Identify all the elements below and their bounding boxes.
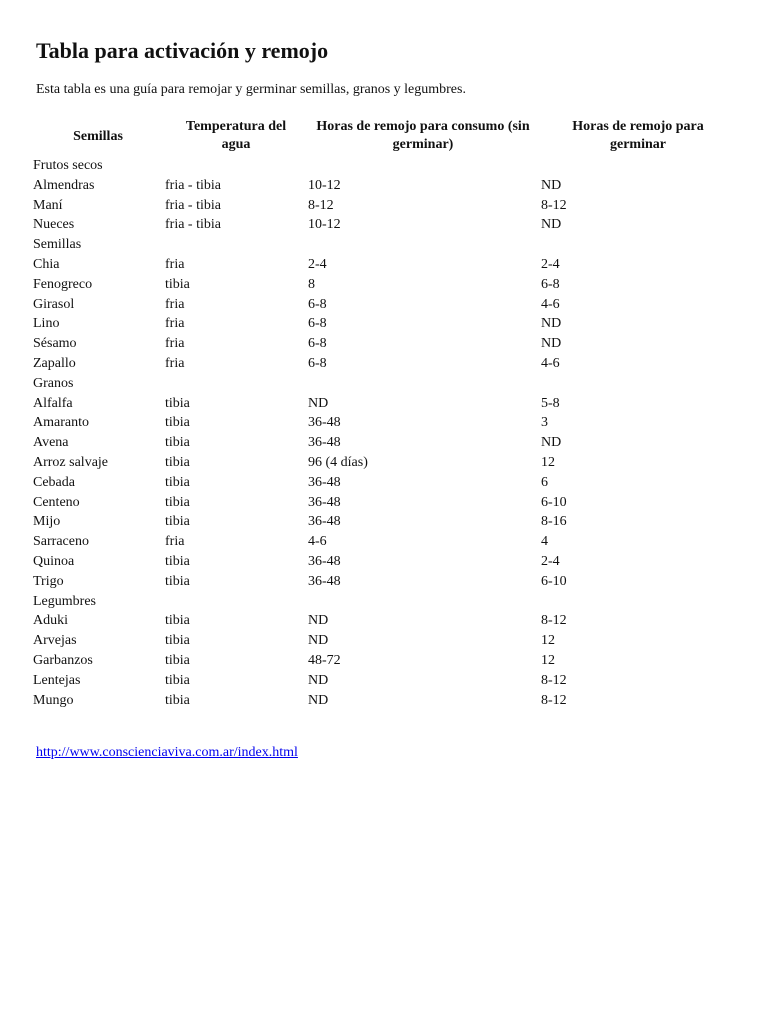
germination-hours-cell: 12 xyxy=(541,454,555,470)
page-title: Tabla para activación y remojo xyxy=(36,38,329,63)
header-soak-line2: germinar) xyxy=(392,137,454,152)
table-body xyxy=(0,156,768,710)
soak-hours-cell: 48-72 xyxy=(308,652,341,668)
header-germ-line2: germinar xyxy=(610,137,666,152)
germination-hours-cell: 6-8 xyxy=(541,276,560,292)
germination-hours-cell: 5-8 xyxy=(541,395,560,411)
soaking-table xyxy=(0,118,768,710)
category-row xyxy=(0,592,768,612)
germination-hours-cell: 12 xyxy=(541,633,555,649)
soak-hours-cell: 6-8 xyxy=(308,355,327,371)
header-seeds xyxy=(33,128,163,146)
germination-hours-cell: ND xyxy=(541,177,562,193)
soak-hours-cell: ND xyxy=(308,672,329,688)
header-soak-hours xyxy=(303,118,543,154)
table-row xyxy=(0,552,768,572)
soak-hours-cell: 4-6 xyxy=(308,534,327,550)
soak-hours-cell: 6-8 xyxy=(308,336,327,352)
water-temp-cell: tibia xyxy=(165,435,190,451)
seed-name-cell: Chia xyxy=(33,256,60,272)
seed-name-cell: Girasol xyxy=(33,296,75,312)
table-row xyxy=(0,631,768,651)
water-temp-cell: tibia xyxy=(165,613,190,629)
water-temp-cell: tibia xyxy=(165,514,190,530)
table-row xyxy=(0,413,768,433)
germination-hours-cell: ND xyxy=(541,217,562,233)
water-temp-cell: tibia xyxy=(165,454,190,470)
intro-paragraph: Esta tabla es una guía para remojar y germinar semillas, granos y legumbres. xyxy=(36,82,466,97)
table-row xyxy=(0,433,768,453)
seed-name-cell: Arroz salvaje xyxy=(33,454,109,470)
category-row xyxy=(0,235,768,255)
table-row xyxy=(0,572,768,592)
water-temp-cell: fria xyxy=(165,355,185,371)
water-temp-cell: tibia xyxy=(165,633,190,649)
germination-hours-cell: 3 xyxy=(541,415,548,431)
germination-hours-cell: 8-12 xyxy=(541,672,567,688)
soak-hours-cell: 8-12 xyxy=(308,197,334,213)
category-label: Legumbres xyxy=(33,593,96,609)
soak-hours-cell: 36-48 xyxy=(308,494,341,510)
source-link[interactable]: http://www.conscienciaviva.com.ar/index.html xyxy=(36,745,298,760)
soak-hours-cell: ND xyxy=(308,633,329,649)
seed-name-cell: Aduki xyxy=(33,613,68,629)
table-row xyxy=(0,532,768,552)
soak-hours-cell: 36-48 xyxy=(308,573,341,589)
table-row xyxy=(0,394,768,414)
seed-name-cell: Lino xyxy=(33,316,60,332)
water-temp-cell: fria xyxy=(165,534,185,550)
germination-hours-cell: 8-12 xyxy=(541,613,567,629)
category-label: Frutos secos xyxy=(33,158,103,173)
table-row xyxy=(0,611,768,631)
seed-name-cell: Avena xyxy=(33,435,69,451)
germination-hours-cell: 12 xyxy=(541,652,555,668)
germination-hours-cell: ND xyxy=(541,435,562,451)
water-temp-cell: fria xyxy=(165,336,185,352)
germination-hours-cell: 2-4 xyxy=(541,256,560,272)
table-row xyxy=(0,275,768,295)
water-temp-cell: fria - tibia xyxy=(165,177,221,193)
germination-hours-cell: 6-10 xyxy=(541,573,567,589)
water-temp-cell: fria - tibia xyxy=(165,217,221,233)
soak-hours-cell: 10-12 xyxy=(308,177,341,193)
seed-name-cell: Garbanzos xyxy=(33,652,93,668)
soak-hours-cell: ND xyxy=(308,613,329,629)
header-seeds-label: Semillas xyxy=(73,129,123,144)
germination-hours-cell: 6-10 xyxy=(541,494,567,510)
table-row xyxy=(0,493,768,513)
seed-name-cell: Cebada xyxy=(33,474,75,490)
germination-hours-cell: ND xyxy=(541,316,562,332)
soak-hours-cell: 36-48 xyxy=(308,415,341,431)
seed-name-cell: Alfalfa xyxy=(33,395,73,411)
germination-hours-cell: 4 xyxy=(541,534,548,550)
soak-hours-cell: 10-12 xyxy=(308,217,341,233)
water-temp-cell: fria xyxy=(165,256,185,272)
soak-hours-cell: 36-48 xyxy=(308,474,341,490)
table-row xyxy=(0,651,768,671)
table-header-row xyxy=(0,118,768,156)
water-temp-cell: tibia xyxy=(165,672,190,688)
water-temp-cell: fria xyxy=(165,296,185,312)
seed-name-cell: Quinoa xyxy=(33,553,75,569)
table-row xyxy=(0,671,768,691)
germination-hours-cell: 6 xyxy=(541,474,548,490)
seed-name-cell: Sarraceno xyxy=(33,534,89,550)
soak-hours-cell: 36-48 xyxy=(308,514,341,530)
seed-name-cell: Fenogreco xyxy=(33,276,93,292)
seed-name-cell: Zapallo xyxy=(33,355,76,371)
soak-hours-cell: 96 (4 días) xyxy=(308,454,368,470)
soak-hours-cell: 36-48 xyxy=(308,435,341,451)
soak-hours-cell: 6-8 xyxy=(308,316,327,332)
water-temp-cell: tibia xyxy=(165,573,190,589)
seed-name-cell: Almendras xyxy=(33,177,95,193)
table-row xyxy=(0,176,768,196)
germination-hours-cell: 8-16 xyxy=(541,514,567,530)
soak-hours-cell: 6-8 xyxy=(308,296,327,312)
table-row xyxy=(0,473,768,493)
table-row xyxy=(0,354,768,374)
germination-hours-cell: 2-4 xyxy=(541,553,560,569)
water-temp-cell: tibia xyxy=(165,692,190,708)
germination-hours-cell: 8-12 xyxy=(541,692,567,708)
table-row xyxy=(0,215,768,235)
seed-name-cell: Nueces xyxy=(33,217,75,233)
water-temp-cell: tibia xyxy=(165,415,190,431)
header-soak-line1: Horas de remojo para consumo (sin xyxy=(316,119,530,134)
seed-name-cell: Mungo xyxy=(33,692,74,708)
header-germination-hours xyxy=(540,118,736,154)
header-germ-line1: Horas de remojo para xyxy=(572,119,704,134)
table-row xyxy=(0,295,768,315)
water-temp-cell: tibia xyxy=(165,553,190,569)
soak-hours-cell: ND xyxy=(308,692,329,708)
seed-name-cell: Lentejas xyxy=(33,672,81,688)
water-temp-cell: tibia xyxy=(165,276,190,292)
water-temp-cell: tibia xyxy=(165,395,190,411)
germination-hours-cell: 4-6 xyxy=(541,296,560,312)
seed-name-cell: Arvejas xyxy=(33,633,77,649)
seed-name-cell: Sésamo xyxy=(33,336,77,352)
water-temp-cell: fria xyxy=(165,316,185,332)
soak-hours-cell: 2-4 xyxy=(308,256,327,272)
header-water-temperature xyxy=(166,118,306,154)
water-temp-cell: tibia xyxy=(165,652,190,668)
category-row xyxy=(0,156,768,176)
header-temp-line1: Temperatura del xyxy=(185,119,287,134)
soak-hours-cell: 8 xyxy=(308,276,315,292)
table-row xyxy=(0,512,768,532)
water-temp-cell: tibia xyxy=(165,474,190,490)
table-row xyxy=(0,255,768,275)
seed-name-cell: Trigo xyxy=(33,573,64,589)
table-row xyxy=(0,196,768,216)
table-row xyxy=(0,314,768,334)
germination-hours-cell: 4-6 xyxy=(541,355,560,371)
seed-name-cell: Centeno xyxy=(33,494,80,510)
category-label: Granos xyxy=(33,375,74,391)
seed-name-cell: Maní xyxy=(33,197,63,213)
seed-name-cell: Mijo xyxy=(33,514,61,530)
table-row xyxy=(0,691,768,711)
table-row xyxy=(0,453,768,473)
water-temp-cell: tibia xyxy=(165,494,190,510)
category-row xyxy=(0,374,768,394)
header-temp-line2: agua xyxy=(221,137,251,152)
soak-hours-cell: 36-48 xyxy=(308,553,341,569)
table-row xyxy=(0,334,768,354)
soak-hours-cell: ND xyxy=(308,395,329,411)
germination-hours-cell: ND xyxy=(541,336,562,352)
water-temp-cell: fria - tibia xyxy=(165,197,221,213)
category-label: Semillas xyxy=(33,237,82,253)
germination-hours-cell: 8-12 xyxy=(541,197,567,213)
seed-name-cell: Amaranto xyxy=(33,415,89,431)
